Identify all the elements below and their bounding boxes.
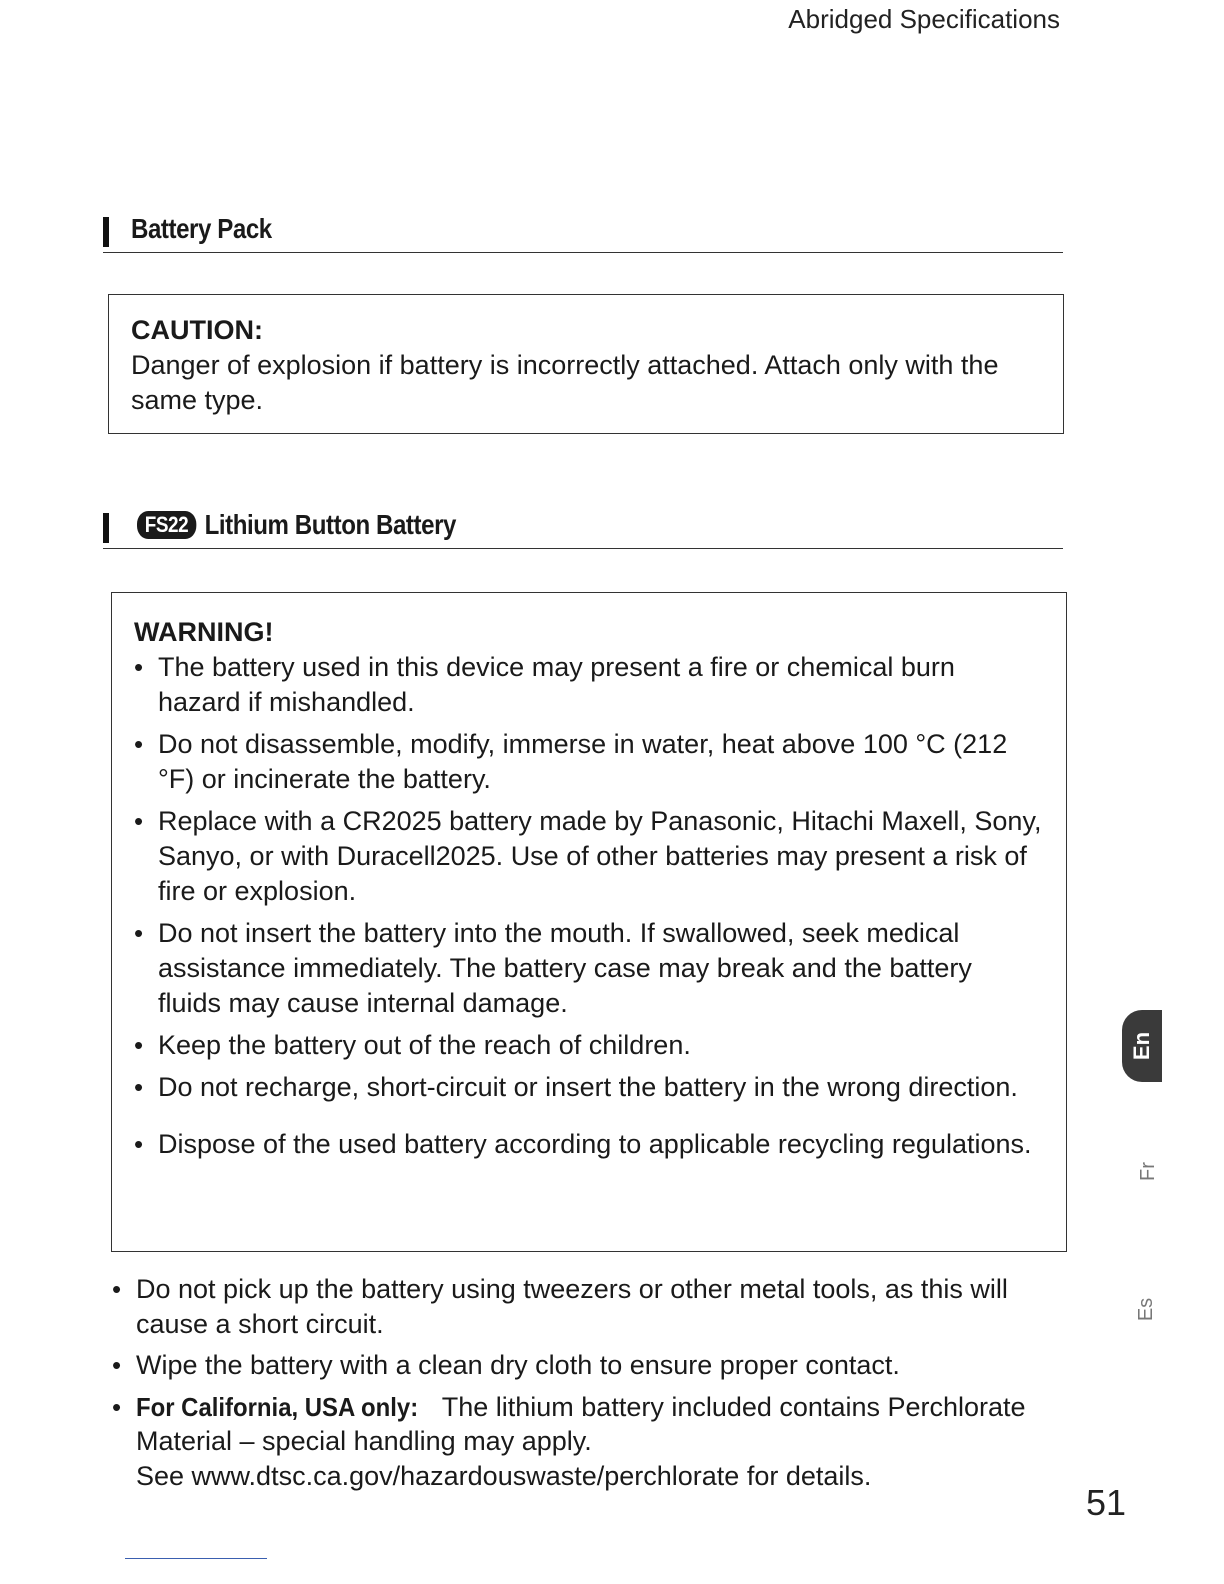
battery-notes [112, 1272, 1072, 1500]
warning-title: WARNING! [134, 617, 274, 647]
language-tab-es[interactable]: Es [1134, 1297, 1157, 1322]
list-item: • Keep the battery out of the reach of children. [134, 1028, 1042, 1063]
california-see: See www.dtsc.ca.gov/hazardouswaste/perchlorate for details. [136, 1460, 872, 1491]
list-item: • Do not insert the battery into the mouth. If swallowed, seek medical assistance immediately. The battery case may break and the battery fluids may cause internal damage. [134, 916, 1042, 1021]
list-item: • Dispose of the used battery according to applicable recycling regulations. [134, 1127, 1042, 1162]
california-lead: For California, USA only: [136, 1391, 419, 1422]
language-tab-fr[interactable]: Fr [1137, 1162, 1160, 1181]
list-item: • Replace with a CR2025 battery made by Panasonic, Hitachi Maxell, Sony, Sanyo, or with Duracell2025. Use of other batteries may present a risk of fire or explosion. [134, 804, 1042, 909]
california-text: The lithium battery included contains Perchlorate Material – special handling may apply. [136, 1391, 1026, 1456]
warning-box [111, 592, 1067, 1252]
section-title [137, 509, 456, 541]
heading-bar [103, 513, 109, 543]
caution-box [108, 294, 1064, 434]
list-item: • The battery used in this device may present a fire or chemical burn hazard if mishandled. [134, 650, 1042, 720]
model-badge: FS22 [137, 511, 196, 539]
page-number: 51 [1085, 1482, 1126, 1523]
list-item: • Do not pick up the battery using tweezers or other metal tools, as this will cause a short circuit. [112, 1272, 1072, 1341]
footer-divider [125, 1558, 267, 1559]
heading-bar [103, 217, 109, 247]
lithium-battery-heading [103, 508, 1063, 549]
section-title-text: Lithium Button Battery [204, 509, 456, 540]
list-item: • Do not disassemble, modify, immerse in water, heat above 100 °C (212 °F) or incinerate the battery. [134, 727, 1042, 797]
california-note [112, 1390, 1072, 1494]
caution-title: CAUTION: [131, 315, 263, 345]
battery-pack-heading [103, 212, 1063, 253]
list-item: • Do not recharge, short-circuit or insert the battery in the wrong direction. [134, 1070, 1042, 1105]
section-title: Battery Pack [131, 213, 272, 244]
caution-text: Danger of explosion if battery is incorrectly attached. Attach only with the same type. [131, 350, 999, 415]
warning-list [134, 650, 1042, 1162]
page-header: Abridged Specifications [788, 4, 1060, 34]
list-item: • Wipe the battery with a clean dry cloth to ensure proper contact. [112, 1348, 1072, 1383]
language-tab-en[interactable]: En [1122, 1010, 1162, 1082]
